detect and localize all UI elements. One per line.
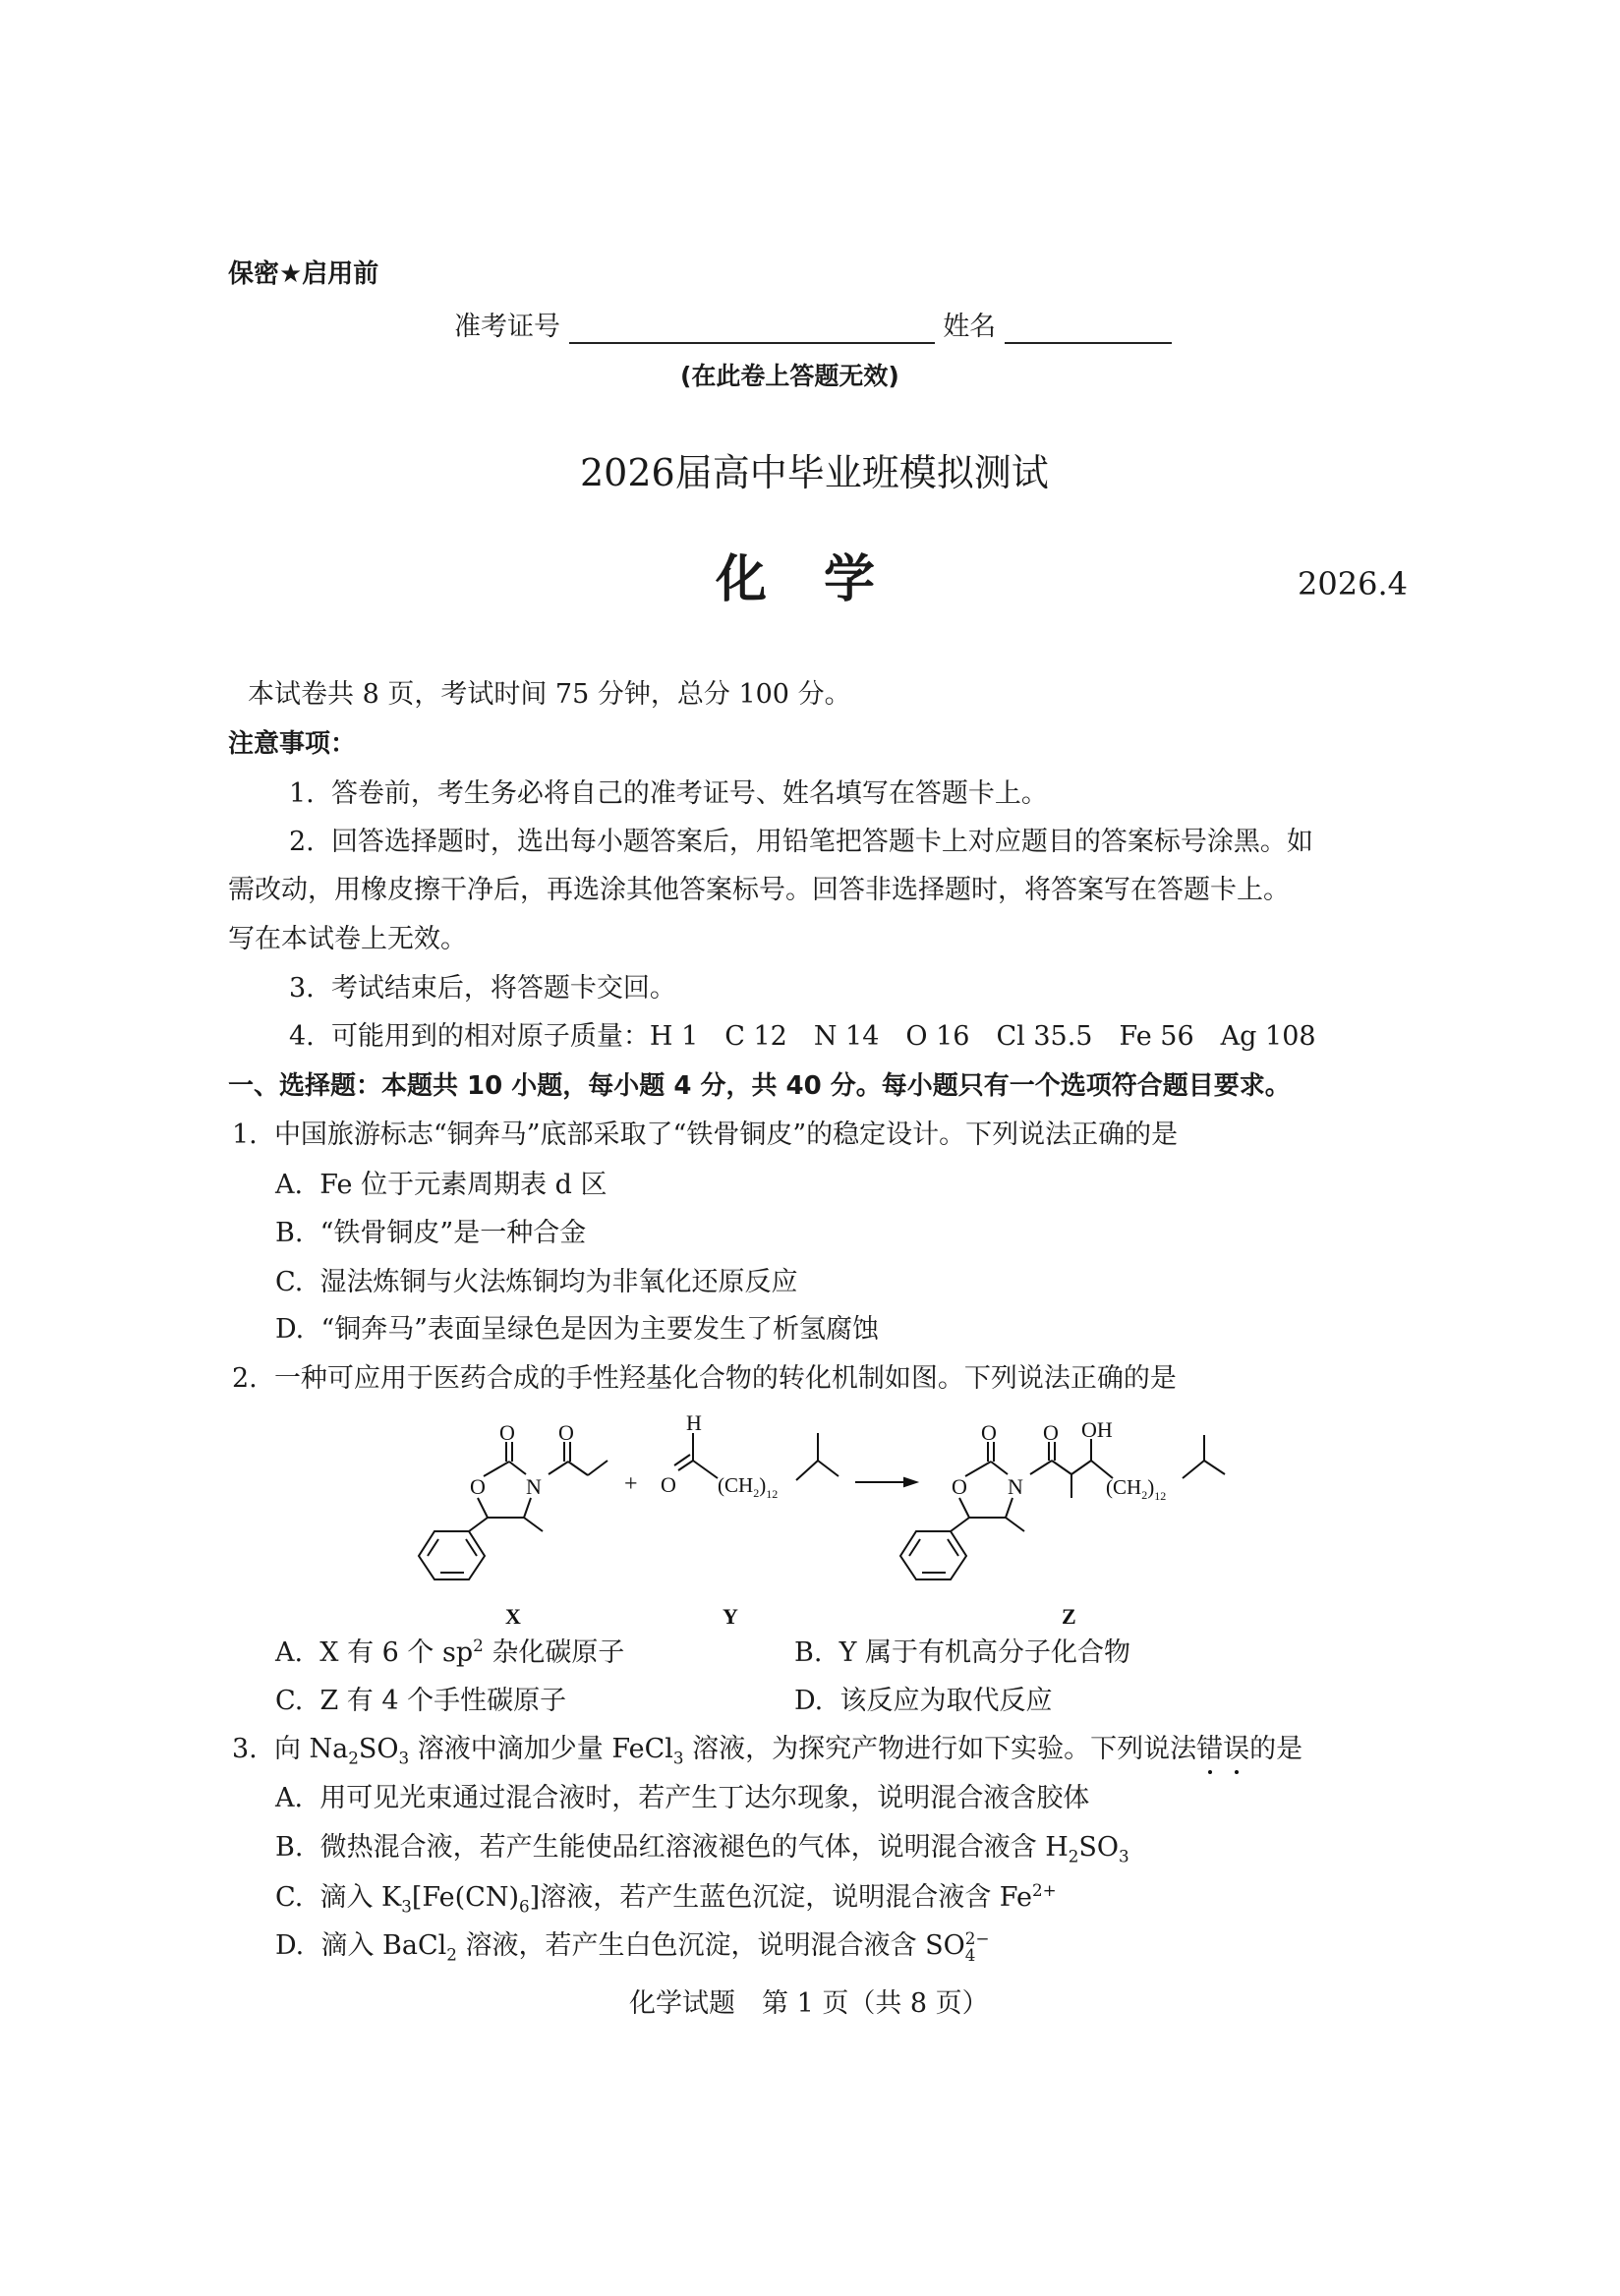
emphasis-mark: 错 xyxy=(1196,1734,1224,1764)
question-text: 一种可应用于医药合成的手性羟基化合物的转化机制如图。下列说法正确的是 xyxy=(273,1363,1177,1394)
compound-label-x: X xyxy=(505,1604,521,1629)
note-text: 回答选择题时，选出每小题答案后，用铅笔把答题卡上对应题目的答案标号涂黑。如 xyxy=(330,827,1313,857)
note-item-3 xyxy=(289,972,676,1005)
note-item-4 xyxy=(289,1020,1316,1054)
exam-id-row xyxy=(454,311,1172,344)
option-text: Fe 位于元素周期表 d 区 xyxy=(319,1170,608,1200)
option-text: 湿法炼铜与火法炼铜均为非氧化还原反应 xyxy=(319,1267,798,1297)
question-text: 中国旅游标志“铜奔马”底部采取了“铁骨铜皮”的稳定设计。下列说法正确的是 xyxy=(273,1119,1179,1150)
atom-label: N xyxy=(526,1474,542,1499)
question-1-option-a[interactable] xyxy=(275,1169,608,1202)
option-key: B. xyxy=(275,1218,304,1248)
plus-sign: + xyxy=(624,1471,638,1497)
confidential-label: 保密★启用前 xyxy=(228,259,379,289)
section-heading: 一、选择题：本题共 10 小题，每小题 4 分，共 40 分。每小题只有一个选项符合题目要求。 xyxy=(228,1071,1291,1101)
option-text: 滴入 BaCl$_2$ 溶液，若产生白色沉淀，说明混合液含 SO 2− 4 xyxy=(320,1927,990,1965)
name-field[interactable] xyxy=(1005,316,1172,344)
subject-title xyxy=(716,550,875,609)
ch2-group: $(CH_2)_{12}$ xyxy=(718,1473,779,1501)
compound-label-y: Y xyxy=(723,1604,738,1629)
question-3-option-c[interactable] xyxy=(275,1881,1057,1915)
subject-char-1: 化 xyxy=(716,550,768,609)
option-text: 用可见光束通过混合液时，若产生丁达尔现象，说明混合液含胶体 xyxy=(319,1783,1090,1813)
exam-intro: 本试卷共 8 页，考试时间 75 分钟，总分 100 分。 xyxy=(248,679,851,710)
atom-label: O xyxy=(1043,1420,1059,1445)
emphasis-mark: 误 xyxy=(1223,1734,1250,1764)
invalid-notice: (在此卷上答题无效) xyxy=(680,362,899,390)
atom-label: O xyxy=(952,1474,967,1499)
question-3-option-d[interactable] xyxy=(275,1929,989,1963)
option-key: D. xyxy=(275,1930,305,1961)
note-num: 3. xyxy=(289,973,315,1004)
exam-date: 2026.4 xyxy=(1298,565,1408,603)
atom-label: N xyxy=(1008,1474,1023,1499)
option-key: A. xyxy=(275,1170,304,1200)
option-text: “铁骨铜皮”是一种合金 xyxy=(319,1218,587,1248)
question-text: 向 $Na_2SO_3$ 溶液中滴加少量 FeCl$_3$ 溶液，为探究产物进行如下实验。下列说法错误的是 xyxy=(273,1734,1303,1768)
note-text: 答卷前，考生务必将自己的准考证号、姓名填写在答题卡上。 xyxy=(330,778,1048,809)
note-item-2 xyxy=(289,826,1313,859)
question-2-option-c[interactable] xyxy=(275,1685,566,1718)
option-text: Z 有 4 个手性碳原子 xyxy=(319,1686,567,1716)
atom-label: O xyxy=(558,1420,574,1445)
note-text: 考试结束后，将答题卡交回。 xyxy=(330,973,676,1004)
option-key: B. xyxy=(794,1637,823,1668)
question-2-option-d[interactable] xyxy=(794,1685,1052,1718)
question-3-option-b[interactable] xyxy=(275,1831,1129,1865)
exam-id-field[interactable] xyxy=(569,316,935,344)
option-key: D. xyxy=(275,1314,305,1345)
molecule-x-structure xyxy=(419,1442,608,1579)
option-key: B. xyxy=(275,1832,304,1863)
question-number: 3. xyxy=(232,1734,258,1764)
option-text: X 有 6 个 $sp^2$ 杂化碳原子 xyxy=(319,1636,625,1668)
molecule-z-structure xyxy=(900,1435,1225,1579)
notes-heading: 注意事项： xyxy=(228,729,357,759)
exam-title: 2026届高中毕业班模拟测试 xyxy=(580,451,1049,494)
option-key: A. xyxy=(275,1783,304,1813)
reaction-scheme-diagram xyxy=(374,1396,1258,1641)
exam-id-label: 准考证号 xyxy=(454,312,560,342)
option-text: 微热混合液，若产生能使品红溶液褪色的气体，说明混合液含 $H_2SO_3$ xyxy=(319,1832,1129,1866)
question-1-stem xyxy=(232,1119,1178,1152)
atom-label: H xyxy=(686,1410,702,1435)
question-2-option-a[interactable] xyxy=(275,1636,624,1670)
question-2-stem xyxy=(232,1362,1177,1396)
question-number: 2. xyxy=(232,1363,258,1394)
atom-label: O xyxy=(661,1472,676,1497)
ch2-group: $(CH_2)_{12}$ xyxy=(1106,1475,1167,1503)
question-1-option-b[interactable] xyxy=(275,1217,586,1250)
note-num: 4. xyxy=(289,1021,315,1052)
atom-label: O xyxy=(981,1420,997,1445)
note-num: 1. xyxy=(289,778,315,809)
note-item-1 xyxy=(289,777,1048,811)
option-key: D. xyxy=(794,1686,824,1716)
note-item-2-cont: 需改动，用橡皮擦干净后，再选涂其他答案标号。回答非选择题时，将答案写在答题卡上。 xyxy=(228,875,1290,905)
compound-label-z: Z xyxy=(1062,1604,1076,1629)
question-3-stem xyxy=(232,1733,1302,1766)
option-text: 滴入 $K_3[Fe(CN)_6]$溶液，若产生蓝色沉淀，说明混合液含 $Fe^{2+}$ xyxy=(319,1880,1057,1917)
note-num: 2. xyxy=(289,827,315,857)
question-3-option-a[interactable] xyxy=(275,1782,1089,1815)
option-key: C. xyxy=(275,1686,304,1716)
option-key: C. xyxy=(275,1882,304,1913)
subject-char-2: 学 xyxy=(824,550,876,609)
option-text: “铜奔马”表面呈绿色是因为主要发生了析氢腐蚀 xyxy=(320,1314,880,1345)
atom-label: OH xyxy=(1081,1417,1113,1442)
page-footer: 化学试题 第 1 页（共 8 页） xyxy=(629,1988,989,2019)
option-key: C. xyxy=(275,1267,304,1297)
note-text: 可能用到的相对原子质量：H 1 C 12 N 14 O 16 Cl 35.5 Fe 56 Ag 108 xyxy=(330,1021,1316,1052)
atom-label: O xyxy=(499,1420,515,1445)
name-label: 姓名 xyxy=(943,312,997,342)
question-2-option-b[interactable] xyxy=(794,1636,1130,1670)
molecule-y-structure xyxy=(674,1433,839,1480)
option-text: 该反应为取代反应 xyxy=(839,1686,1053,1716)
question-number: 1. xyxy=(232,1119,258,1150)
option-text: Y 属于有机高分子化合物 xyxy=(839,1637,1131,1668)
option-key: A. xyxy=(275,1637,304,1668)
question-1-option-c[interactable] xyxy=(275,1266,797,1299)
question-1-option-d[interactable] xyxy=(275,1313,879,1347)
atom-label: O xyxy=(470,1474,486,1499)
note-item-2-cont2: 写在本试卷上无效。 xyxy=(228,924,467,954)
